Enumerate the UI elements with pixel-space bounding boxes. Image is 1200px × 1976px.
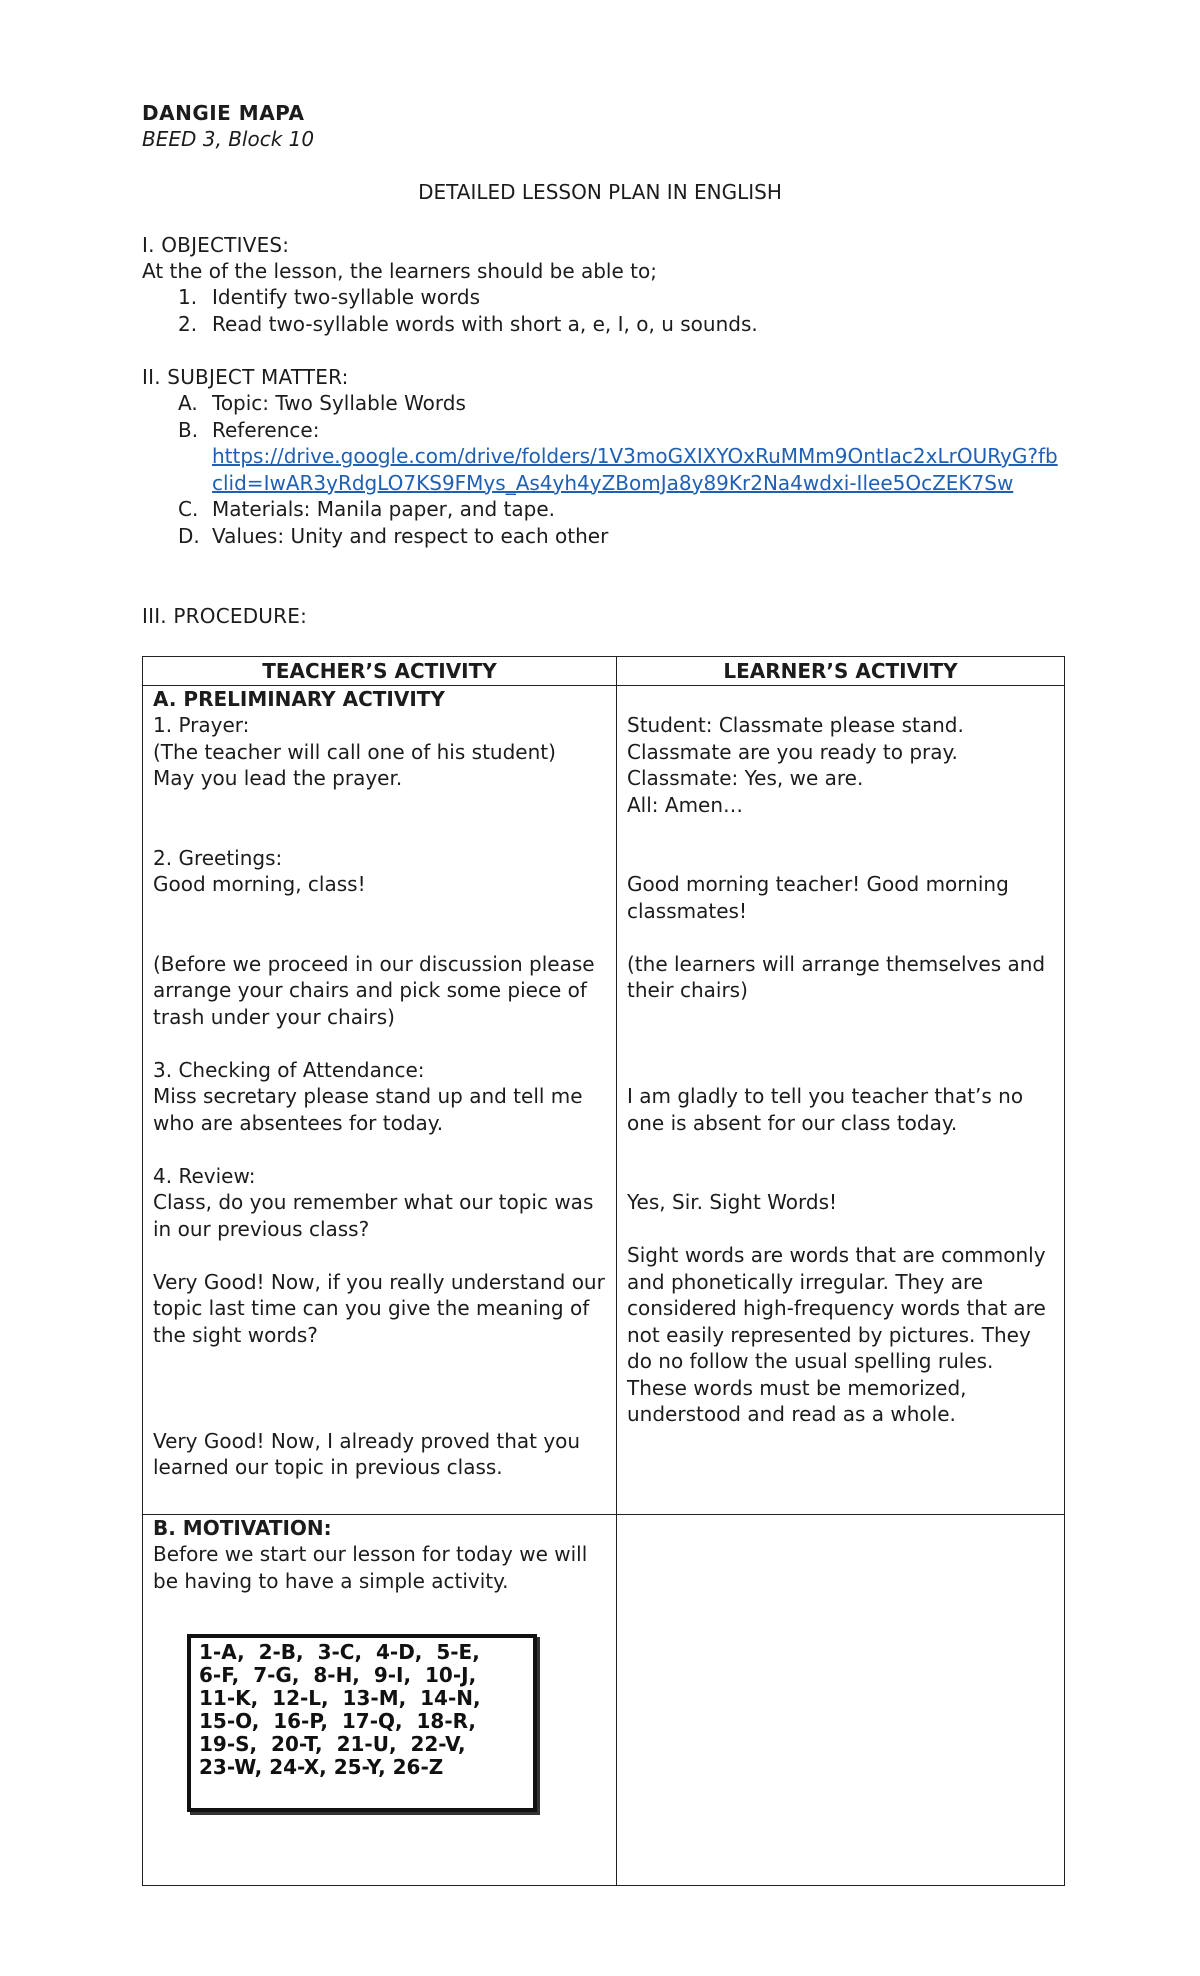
prayer-learner-line: Student: Classmate please stand. <box>627 713 964 737</box>
prayer-label: 1. Prayer: <box>153 713 250 737</box>
subject-matter-heading: II. SUBJECT MATTER: <box>142 365 349 389</box>
list-item: A. Topic: Two Syllable Words <box>178 391 466 415</box>
preliminary-heading: A. PRELIMINARY ACTIVITY <box>153 686 445 711</box>
learner-cell <box>617 685 1065 1514</box>
list-item: 1. Identify two-syllable words <box>178 285 480 309</box>
subject-matter-list <box>142 390 1082 549</box>
author-name: DANGIE MAPA <box>142 101 305 125</box>
alphabet-code-image <box>187 1634 537 1812</box>
activity-table <box>142 656 1065 1886</box>
teacher-cell <box>143 1514 617 1885</box>
table-header-row <box>143 657 1065 686</box>
motivation-teacher: Before we start our lesson for today we will be having to have a simple activity. <box>153 1542 588 1593</box>
review-teacher-3: Very Good! Now, I already proved that you learned our topic in previous class. <box>153 1428 581 1479</box>
teacher-activity-header: TEACHER’S ACTIVITY <box>143 657 617 686</box>
review-label: 4. Review: <box>153 1163 256 1188</box>
list-item: C. Materials: Manila paper, and tape. <box>178 497 556 521</box>
objectives-intro: At the of the lesson, the learners should be able to; <box>142 259 657 283</box>
greetings-teacher: Good morning, class! <box>153 872 366 896</box>
learner-cell <box>617 1514 1065 1885</box>
review-learner: Yes, Sir. Sight Words! <box>627 1190 838 1214</box>
table-row <box>143 685 1065 1514</box>
review-teacher-2: Very Good! Now, if you really understand our topic last time can you give the meaning of the sight words? <box>153 1269 605 1347</box>
attendance-label: 3. Checking of Attendance: <box>153 1057 425 1082</box>
alphabet-code-line: 15-O, 16-P, 17-Q, 18-R, <box>199 1709 477 1733</box>
objectives-heading: I. OBJECTIVES: <box>142 233 290 257</box>
greetings-learner: Good morning teacher! Good morning classmates! <box>627 872 1009 923</box>
learner-activity-header: LEARNER’S ACTIVITY <box>617 657 1065 686</box>
table-row <box>143 1514 1065 1885</box>
author-class-block: BEED 3, Block 10 <box>142 127 315 151</box>
alphabet-code-line: 6-F, 7-G, 8-H, 9-I, 10-J, <box>199 1663 477 1687</box>
attendance-teacher: Miss secretary please stand up and tell me who are absentees for today. <box>153 1084 583 1135</box>
review-learner-2: Sight words are words that are commonly and phonetically irregular. They are considered high-frequency words that are not easily represented by pictures. They do no follow the usual spelling rules. These words must be memorized, understood and read as a whole. <box>627 1243 1046 1426</box>
teacher-cell <box>143 685 617 1514</box>
list-item: 2. Read two-syllable words with short a, e, I, o, u sounds. <box>178 311 758 336</box>
prayer-teacher-line: (The teacher will call one of his student) <box>153 739 556 764</box>
prayer-learner-line: Classmate are you ready to pray. <box>627 739 958 764</box>
prayer-learner-line: All: Amen… <box>627 792 744 817</box>
reference-link[interactable]: https://drive.google.com/drive/folders/1V3moGXIXYOxRuMMm9OntIac2xLrOURyG?fbclid=IwAR3yRdgLO7KS9FMys_As4yh4yZBomJa8y89Kr2Na4wdxi-Ilee5OcZEK7Sw <box>212 444 1058 495</box>
alphabet-code-line: 11-K, 12-L, 13-M, 14-N, <box>199 1686 481 1710</box>
list-item: B. Reference: https://drive.google.com/drive/folders/1V3moGXIXYOxRuMMm9OntIac2xLrOURyG?fbclid=IwAR3yRdgLO7KS9FMys_As4yh4yZBomJa8y89Kr2Na4wdxi-Ilee5OcZEK7Sw <box>142 417 1082 497</box>
list-item: D. Values: Unity and respect to each other <box>178 523 609 548</box>
alphabet-code-line: 1-A, 2-B, 3-C, 4-D, 5-E, <box>199 1640 480 1664</box>
prayer-teacher-line: May you lead the prayer. <box>153 766 403 790</box>
motivation-heading: B. MOTIVATION: <box>153 1515 332 1540</box>
review-teacher: Class, do you remember what our topic was in our previous class? <box>153 1190 594 1241</box>
objectives-list <box>142 284 1042 337</box>
attendance-learner: I am gladly to tell you teacher that’s no one is absent for our class today. <box>627 1084 1024 1135</box>
alphabet-code-line: 23-W, 24-X, 25-Y, 26-Z <box>199 1755 444 1779</box>
arrange-learner: (the learners will arrange themselves and their chairs) <box>627 951 1046 1002</box>
arrange-teacher: (Before we proceed in our discussion please arrange your chairs and pick some piece of trash under your chairs) <box>153 951 595 1029</box>
document-title: DETAILED LESSON PLAN IN ENGLISH <box>418 180 782 204</box>
greetings-label: 2. Greetings: <box>153 845 283 870</box>
procedure-heading: III. PROCEDURE: <box>142 604 308 628</box>
prayer-learner-line: Classmate: Yes, we are. <box>627 766 864 790</box>
alphabet-code-line: 19-S, 20-T, 21-U, 22-V, <box>199 1732 466 1756</box>
